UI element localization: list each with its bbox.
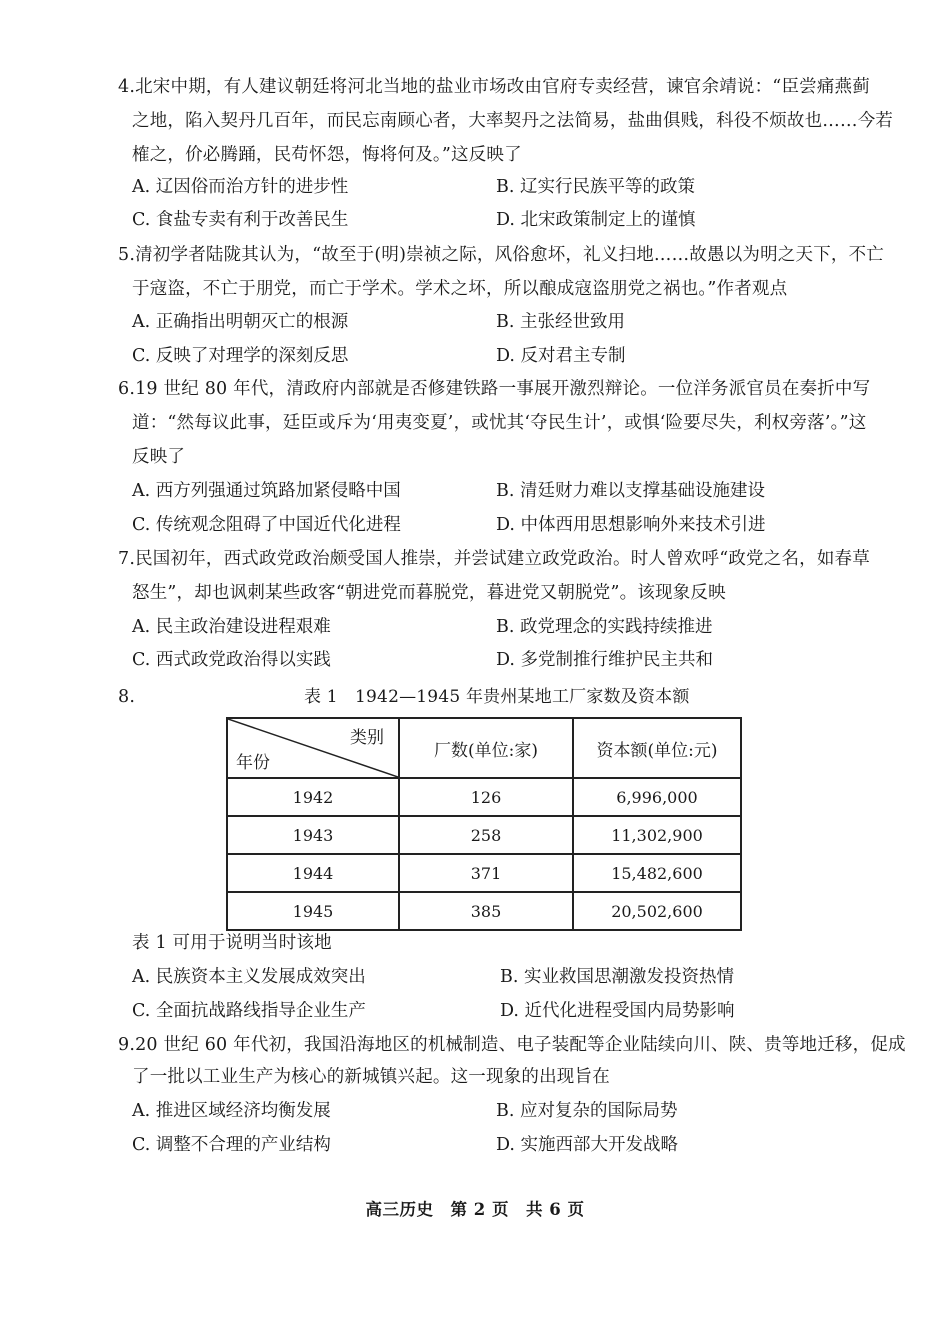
q7-stem-line2: 怒生”，却也讽刺某些政客“朝进党而暮脱党，暮进党又朝脱党”。该现象反映 (132, 583, 726, 603)
q7-option-b: B. 政党理念的实践持续推进 (496, 617, 713, 637)
q4-stem-line1: 4.北宋中期，有人建议朝廷将河北当地的盐业市场改由官府专卖经营，谏官余靖说：“臣尝痛燕蓟 (118, 77, 870, 97)
q6-option-a: A. 西方列强通过筑路加紧侵略中国 (132, 481, 401, 501)
q4-stem-line3: 榷之，价必腾踊，民苟怀怨，悔将何及。”这反映了 (132, 145, 522, 165)
factory-data-table (226, 717, 742, 931)
q8-stem: 表 1 可用于说明当时该地 (132, 933, 332, 953)
cell-count: 371 (399, 854, 573, 892)
table-row (227, 892, 741, 930)
table-header-row (227, 718, 741, 778)
cell-count: 385 (399, 892, 573, 930)
q8-option-b: B. 实业救国思潮激发投资热情 (500, 967, 734, 987)
q8-option-a: A. 民族资本主义发展成效突出 (132, 967, 366, 987)
q4-option-c: C. 食盐专卖有利于改善民生 (132, 210, 349, 230)
q6-stem-line1: 6.19 世纪 80 年代，清政府内部就是否修建铁路一事展开激烈辩论。一位洋务派官员在奏折中写 (118, 379, 871, 399)
q6-option-d: D. 中体西用思想影响外来技术引进 (496, 515, 766, 535)
header-year: 年份 (236, 753, 270, 773)
q7-option-a: A. 民主政治建设进程艰难 (132, 617, 331, 637)
q6-stem-line2: 道：“然每议此事，廷臣或斥为‘用夷变夏’，或忧其‘夺民生计’，或惧‘险要尽失，利权旁落’。”这 (132, 413, 867, 433)
cell-year: 1943 (227, 816, 399, 854)
data-table-wrapper (226, 717, 742, 921)
page-footer: 高三历史 第 2 页 共 6 页 (365, 1200, 585, 1219)
q7-option-d: D. 多党制推行维护民主共和 (496, 650, 714, 670)
cell-count: 258 (399, 816, 573, 854)
q8-option-d: D. 近代化进程受国内局势影响 (500, 1001, 735, 1021)
cell-year: 1945 (227, 892, 399, 930)
q4-stem-line2: 之地，陷入契丹几百年，而民忘南顾心者，大率契丹之法简易，盐曲俱贱，科役不烦故也……今若 (132, 111, 894, 131)
q9-option-b: B. 应对复杂的国际局势 (496, 1101, 678, 1121)
q8-option-c: C. 全面抗战路线指导企业生产 (132, 1001, 366, 1021)
cell-capital: 6,996,000 (573, 778, 741, 816)
q8-number: 8. (118, 687, 136, 707)
q9-stem-line1: 9.20 世纪 60 年代初，我国沿海地区的机械制造、电子装配等企业陆续向川、陕、贵等地迁移，促成 (118, 1035, 906, 1055)
cell-count: 126 (399, 778, 573, 816)
table-row (227, 816, 741, 854)
table-title: 表 1 1942—1945 年贵州某地工厂家数及资本额 (304, 687, 690, 707)
table-row (227, 854, 741, 892)
diagonal-header-cell (227, 718, 399, 778)
q5-option-c: C. 反映了对理学的深刻反思 (132, 346, 349, 366)
header-capital: 资本额(单位:元) (573, 718, 741, 778)
q9-option-a: A. 推进区域经济均衡发展 (132, 1101, 331, 1121)
q6-stem-line3: 反映了 (132, 447, 186, 467)
q7-option-c: C. 西式政党政治得以实践 (132, 650, 331, 670)
header-category: 类别 (350, 728, 384, 748)
q4-option-d: D. 北宋政策制定上的谨慎 (496, 210, 696, 230)
cell-year: 1944 (227, 854, 399, 892)
q5-option-a: A. 正确指出明朝灭亡的根源 (132, 312, 349, 332)
q6-option-c: C. 传统观念阻碍了中国近代化进程 (132, 515, 401, 535)
q4-option-b: B. 辽实行民族平等的政策 (496, 177, 695, 197)
q7-stem-line1: 7.民国初年，西式政党政治颇受国人推崇，并尝试建立政党政治。时人曾欢呼“政党之名，如春草 (118, 549, 870, 569)
q5-stem-line2: 于寇盗，不亡于朋党，而亡于学术。学术之坏，所以酿成寇盗朋党之祸也。”作者观点 (132, 279, 788, 299)
q6-option-b: B. 清廷财力难以支撑基础设施建设 (496, 481, 765, 501)
q9-option-d: D. 实施西部大开发战略 (496, 1135, 679, 1155)
table-row (227, 778, 741, 816)
q9-option-c: C. 调整不合理的产业结构 (132, 1135, 331, 1155)
q5-stem-line1: 5.清初学者陆陇其认为，“故至于(明)崇祯之际，风俗愈坏，礼义扫地……故愚以为明之天下，不亡 (118, 245, 884, 265)
cell-capital: 20,502,600 (573, 892, 741, 930)
q5-option-b: B. 主张经世致用 (496, 312, 625, 332)
cell-capital: 11,302,900 (573, 816, 741, 854)
header-count: 厂数(单位:家) (399, 718, 573, 778)
cell-year: 1942 (227, 778, 399, 816)
q4-option-a: A. 辽因俗而治方针的进步性 (132, 177, 349, 197)
cell-capital: 15,482,600 (573, 854, 741, 892)
q9-stem-line2: 了一批以工业生产为核心的新城镇兴起。这一现象的出现旨在 (132, 1067, 610, 1087)
q5-option-d: D. 反对君主专制 (496, 346, 626, 366)
